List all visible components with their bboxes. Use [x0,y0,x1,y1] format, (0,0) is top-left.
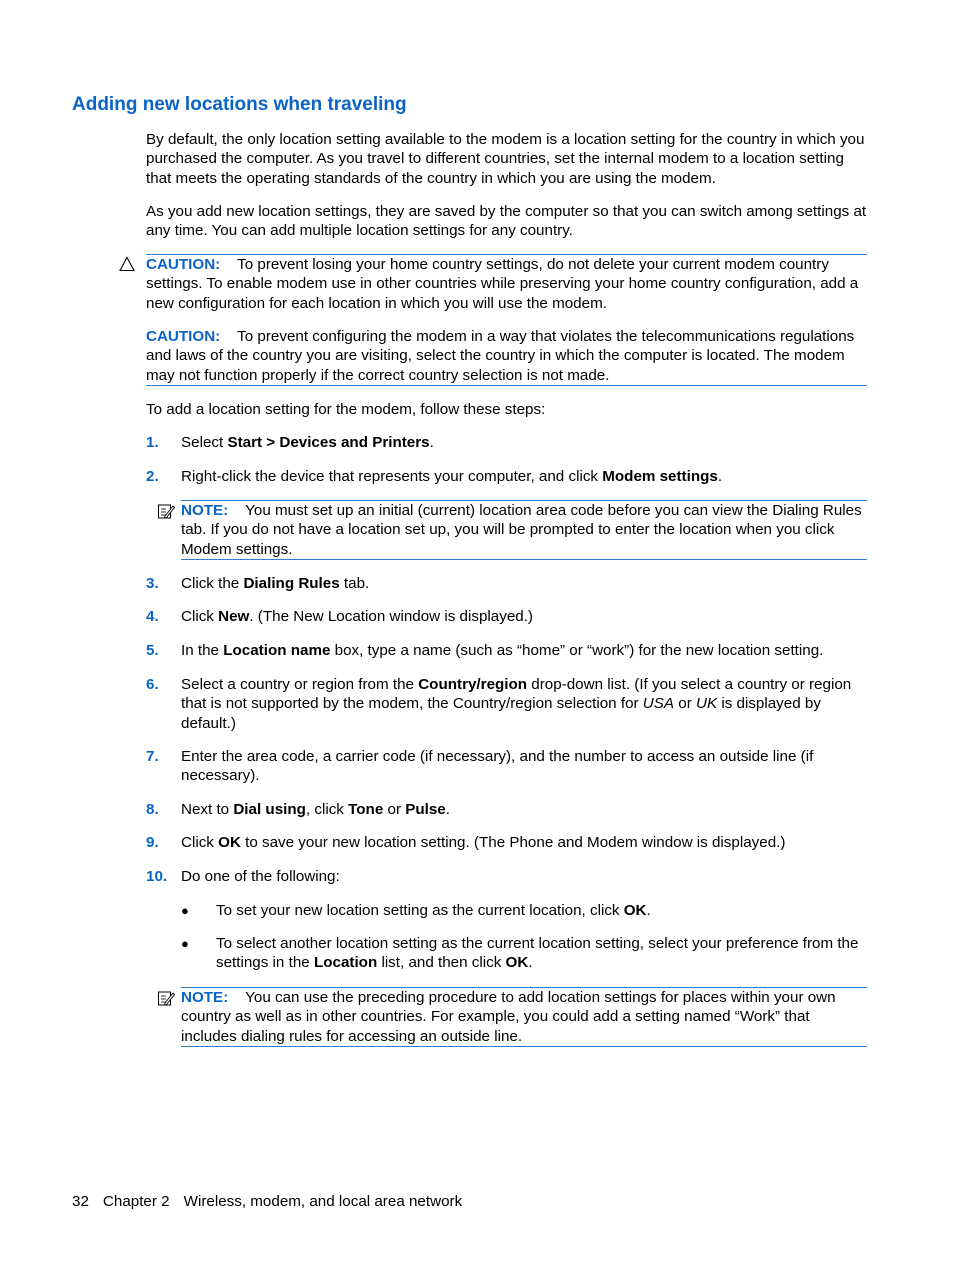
step-number: 6. [146,676,159,693]
caution-text: To prevent losing your home country settings, do not delete your current modem country settings. To enable modem use in other countries while preserving your home country configuration, add a new configuration for each location in which you will use the modem. [146,256,859,312]
caution-text: To prevent configuring the modem in a way that violates the telecommunications regulations and laws of the country you are visiting, select the country in which the computer is located. The modem may not function properly if the correct country selection is not made. [146,328,855,384]
step-number: 8. [146,801,159,818]
step-10-text: Do one of the following: [181,868,340,885]
steps-intro: To add a location setting for the modem, follow these steps: [146,401,546,418]
caution-2 [146,327,868,385]
step-1-text: Select Start > Devices and Printers. [181,434,434,451]
step-number: 7. [146,748,159,765]
step-number: 4. [146,608,159,625]
step-number: 3. [146,575,159,592]
section-heading: Adding new locations when traveling [72,94,407,115]
note-pencil-icon [157,502,175,520]
bullet-icon: ● [181,903,189,918]
caution-triangle-icon [119,256,135,272]
caution-1 [146,255,868,313]
step-9-text: Click OK to save your new location setting. (The Phone and Modem window is displayed.) [181,834,786,851]
note-bottom-rule [181,1046,867,1047]
caution-bottom-rule [146,385,867,386]
note-pencil-icon [157,989,175,1007]
page-footer [72,1192,462,1211]
note-text: You can use the preceding procedure to add location settings for places within your own country as well as in other countries. For example, you could add a setting named “Work” that includes dialing rules for accessing an outside line. [181,989,836,1045]
bullet-1-text: To set your new location setting as the current location, click OK. [216,902,651,919]
chapter-label: Chapter 2 [102,1193,170,1210]
page-number: 32 [72,1193,89,1210]
step-3-text: Click the Dialing Rules tab. [181,575,370,592]
bullet-icon: ● [181,936,189,951]
step-5-text: In the Location name box, type a name (such as “home” or “work”) for the new location setting. [181,642,824,659]
step-2-text: Right-click the device that represents your computer, and click Modem settings. [181,468,723,485]
caution-label: CAUTION: [146,256,221,273]
chapter-title: Wireless, modem, and local area network [183,1193,463,1210]
step-6-text: Select a country or region from the Country/region drop-down list. (If you select a country or region that is not supported by the modem, the Country/region selection for USA or UK is displayed by default.) [181,676,852,732]
note-label: NOTE: [181,989,229,1006]
note-1 [181,501,869,559]
note-bottom-rule [181,559,867,560]
step-number: 1. [146,434,159,451]
step-8-text: Next to Dial using, click Tone or Pulse. [181,801,450,818]
step-number: 10. [146,868,168,885]
step-number: 2. [146,468,159,485]
intro-paragraph-1: By default, the only location setting available to the modem is a location setting for the country in which you purchased the computer. As you travel to different countries, set the internal modem to a location setting that meets the operating standards of the country in which you are using the modem. [146,131,865,187]
note-text: You must set up an initial (current) location area code before you can view the Dialing Rules tab. If you do not have a location set up, you will be prompted to enter the location when you click Modem settings. [181,502,862,558]
step-number: 5. [146,642,159,659]
step-number: 9. [146,834,159,851]
caution-label: CAUTION: [146,328,221,345]
step-4-text: Click New. (The New Location window is displayed.) [181,608,533,625]
intro-paragraph-2: As you add new location settings, they are saved by the computer so that you can switch among settings at any time. You can add multiple location settings for any country. [146,203,867,240]
bullet-2-text: To select another location setting as the current location setting, select your preference from the settings in the Location list, and then click OK. [216,935,859,972]
note-2 [181,988,869,1046]
step-7-text: Enter the area code, a carrier code (if necessary), and the number to access an outside line (if necessary). [181,748,814,785]
note-label: NOTE: [181,502,229,519]
